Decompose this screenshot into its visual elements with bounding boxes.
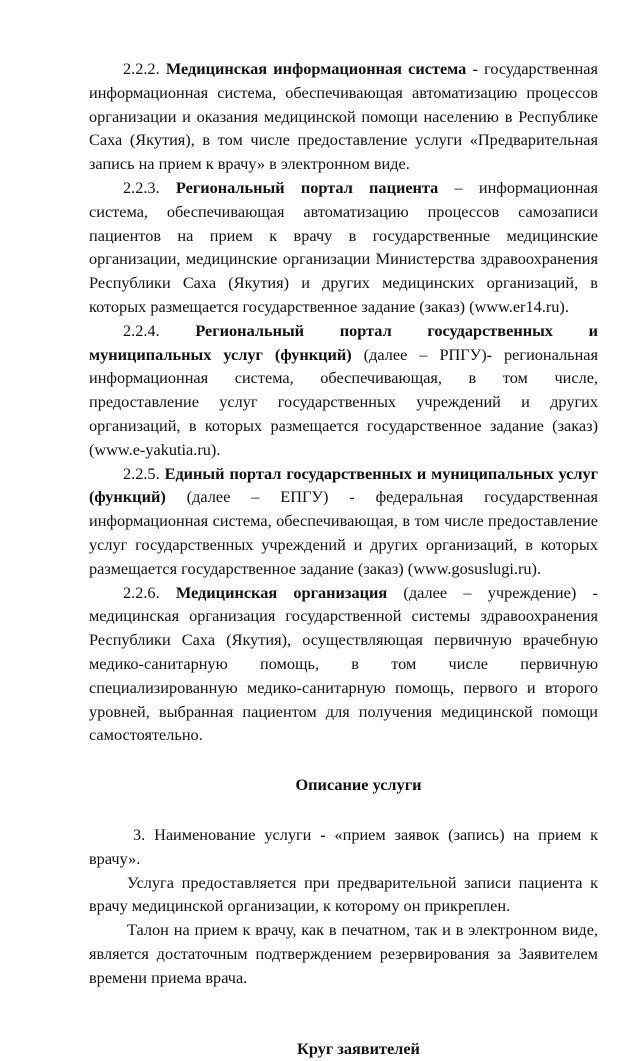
definition-separator xyxy=(387,583,403,602)
item-number: 3. xyxy=(133,824,146,844)
service-paragraph-2: Услуга предоставляется при предварительной записи пациента к врачу медицинской организации, к которому он прикреплен. xyxy=(89,872,598,916)
item-separator: - xyxy=(311,824,335,844)
spacer xyxy=(89,989,598,1015)
definition-term: Медицинская информационная система xyxy=(165,59,467,78)
definition-term: Региональный портал пациента xyxy=(175,177,439,197)
item-label: Наименование услуги xyxy=(154,824,312,844)
definition-number: 2.2.5. xyxy=(123,463,160,483)
definition-number: 2.2.3. xyxy=(123,177,160,197)
definition-term: Медицинская организация xyxy=(175,582,388,602)
document-page xyxy=(89,57,598,1061)
definition-2-2-3 xyxy=(89,176,598,319)
item-text: «прием заявок (запись) на прием к врачу». xyxy=(89,824,598,868)
section-heading-service-description: Описание услуги xyxy=(295,775,422,795)
service-paragraph-3: Талон на прием к врачу, как в печатном, так и в электронном виде, является достаточным подтверждением резервирования за Заявителем времени приема врача. xyxy=(89,920,598,987)
section-heading-applicants: Круг заявителей xyxy=(297,1039,420,1059)
definition-text: (далее – учреждение) - медицинская организация государственной системы здравоохранения Республики Саха (Якутия), осуществляющая первичную врачебную медико-санитарную помощь, в том числе первичную специализированную медико-санитарную помощь, первого и второго уровней, выбранная пациентом для получения медицинской помощи самостоятельно. xyxy=(89,582,598,745)
spacer xyxy=(89,797,598,823)
definition-separator xyxy=(352,345,364,364)
spacer xyxy=(89,747,598,773)
definition-number: 2.2.2. xyxy=(123,59,160,78)
definition-2-2-6 xyxy=(89,581,598,748)
definition-term: Единый портал государственных и муниципальных услуг (функций) xyxy=(89,463,598,507)
definition-separator: – xyxy=(438,177,479,197)
definition-separator xyxy=(166,487,187,506)
definition-text: государственная информационная система, обеспечивающая автоматизацию процессов организации и оказания медицинской помощи населению в Республике Саха (Якутия), в том числе предоставление услуги «Предварительная запись на прием к врачу» в электронном виде. xyxy=(89,59,598,174)
definition-separator: - xyxy=(466,59,485,78)
definition-text: (далее – ЕПГУ) - федеральная государственная информационная система, обеспечивающая, в том числе предоставление услуг государственных учреждений и других организаций, в которых размещается государственное задание (заказ) (www.gosuslugi.ru). xyxy=(89,487,598,578)
definition-number: 2.2.4. xyxy=(123,320,160,340)
definition-text: информационная система, обеспечивающая автоматизацию процессов самозаписи пациентов на прием к врачу в государственные медицинские организации, медицинские организации Министерства здравоохранения Республики Саха (Якутия) и других медицинских организаций, в которых размещается государственное задание (заказ) (www.er14.ru). xyxy=(89,177,599,316)
service-name-item xyxy=(89,823,598,871)
definition-2-2-4 xyxy=(89,319,598,462)
definition-term: Региональный портал государственных и муниципальных услуг (функций) xyxy=(89,320,598,364)
definition-2-2-2 xyxy=(89,57,598,176)
definition-2-2-5 xyxy=(89,462,598,581)
spacer xyxy=(89,1015,598,1037)
definition-text: (далее – РПГУ)- региональная информационная система, обеспечивающая, в том числе, предоставление услуг государственных учреждений и других организаций, в которых размещается государственное задание (заказ) (www.e-yakutia.ru). xyxy=(89,344,598,459)
definition-number: 2.2.6. xyxy=(123,582,160,602)
